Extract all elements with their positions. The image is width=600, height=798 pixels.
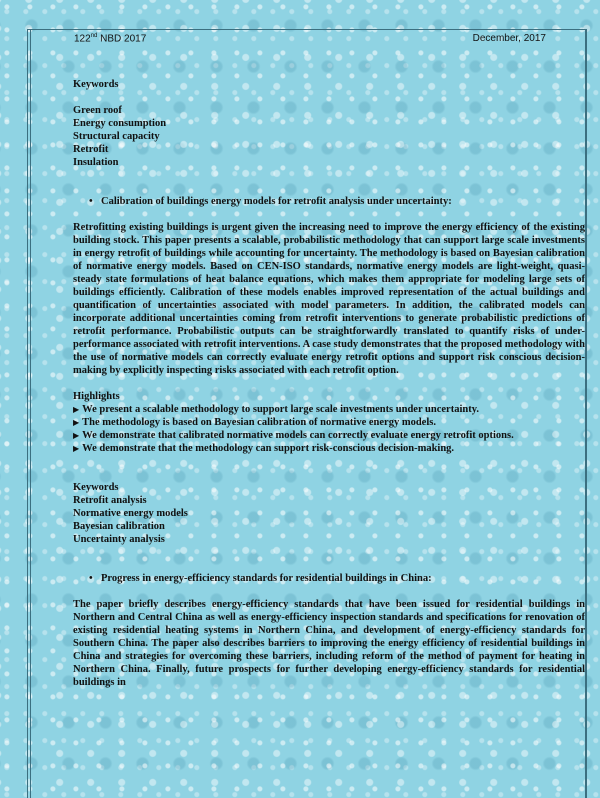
keyword-item: Insulation <box>73 157 119 168</box>
paper-heading <box>73 195 585 208</box>
highlight-item <box>73 429 585 442</box>
keyword-item: Green roof <box>73 105 122 116</box>
conference-ordinal: nd <box>90 33 98 39</box>
highlight-text: The methodology is based on Bayesian calibration of normative energy models. <box>82 417 436 428</box>
keyword-item: Retrofit analysis <box>73 495 147 506</box>
highlights-list <box>73 403 585 455</box>
arrow-right-icon: ▶ <box>73 431 80 440</box>
keywords-title: Keywords <box>73 79 119 90</box>
bullet-dot-icon: • <box>89 573 93 584</box>
conference-number: 122 <box>74 33 91 45</box>
highlight-item <box>73 403 585 416</box>
highlight-text: We present a scalable methodology to support large scale investments under uncertainty. <box>82 404 480 415</box>
paper-abstract: The paper briefly describes energy-efficiency standards that have been issued for residential buildings in Northern and Central China as well as energy-efficiency inspection standards and specifications for renovation of existing residential heating systems in Northern China, and development of energy-efficiency standards for Southern China. The paper also describes barriers to improving the energy efficiency of residential buildings in China and strategies for overcoming these barriers, including reform of the method of payment for heating in Northern China. Finally, future prospects for further developing energy-efficiency standards for residential buildings in <box>73 599 585 688</box>
keyword-item: Energy consumption <box>73 118 167 129</box>
arrow-right-icon: ▶ <box>73 418 80 427</box>
highlights-title: Highlights <box>73 391 120 402</box>
highlight-item <box>73 442 585 455</box>
keyword-item: Structural capacity <box>73 131 160 142</box>
keyword-item: Uncertainty analysis <box>73 534 165 545</box>
keyword-item: Bayesian calibration <box>73 521 165 532</box>
conference-name: NBD 2017 <box>97 33 147 45</box>
highlight-text: We demonstrate that calibrated normative models can correctly evaluate energy retrofit options. <box>82 430 514 441</box>
conference-label <box>74 33 146 44</box>
paper-heading <box>73 572 585 585</box>
highlight-text: We demonstrate that the methodology can support risk-conscious decision-making. <box>82 443 455 454</box>
issue-date: December, 2017 <box>472 33 546 44</box>
paper-title: Calibration of buildings energy models for retrofit analysis under uncertainty: <box>101 196 452 207</box>
keywords-list <box>73 494 585 546</box>
keywords-title: Keywords <box>73 482 119 493</box>
arrow-right-icon: ▶ <box>73 444 80 453</box>
paper-title: Progress in energy-efficiency standards for residential buildings in China: <box>101 573 432 584</box>
highlight-item <box>73 416 585 429</box>
page-content <box>73 78 585 689</box>
arrow-right-icon: ▶ <box>73 405 80 414</box>
keyword-item: Retrofit <box>73 144 109 155</box>
bullet-dot-icon: • <box>89 196 93 207</box>
keywords-list <box>73 104 585 169</box>
paper-abstract: Retrofitting existing buildings is urgent given the increasing need to improve the energy efficiency of the existing building stock. This paper presents a scalable, probabilistic methodology that can support large scale investments in energy retrofit of buildings while accounting for uncertainty. The methodology is based on Bayesian calibration of normative energy models. Based on CEN-ISO standards, normative energy models are light-weight, quasi-steady state formulations of heat balance equations, which makes them appropriate for modeling large sets of buildings efficiently. Calibration of these models enables improved representation of the actual buildings and quantification of uncertainties associated with model parameters. In addition, the calibrated models can incorporate additional uncertainties coming from retrofit interventions to generate probabilistic predictions of retrofit performance. Probabilistic outputs can be straightforwardly translated to quantify risks of under-performance associated with retrofit interventions. A case study demonstrates that the proposed methodology with the use of normative models can correctly evaluate energy retrofit options and support risk conscious decision-making by explicitly inspecting risks associated with each retrofit option. <box>73 222 585 376</box>
keyword-item: Normative energy models <box>73 508 188 519</box>
page-header <box>74 33 546 47</box>
